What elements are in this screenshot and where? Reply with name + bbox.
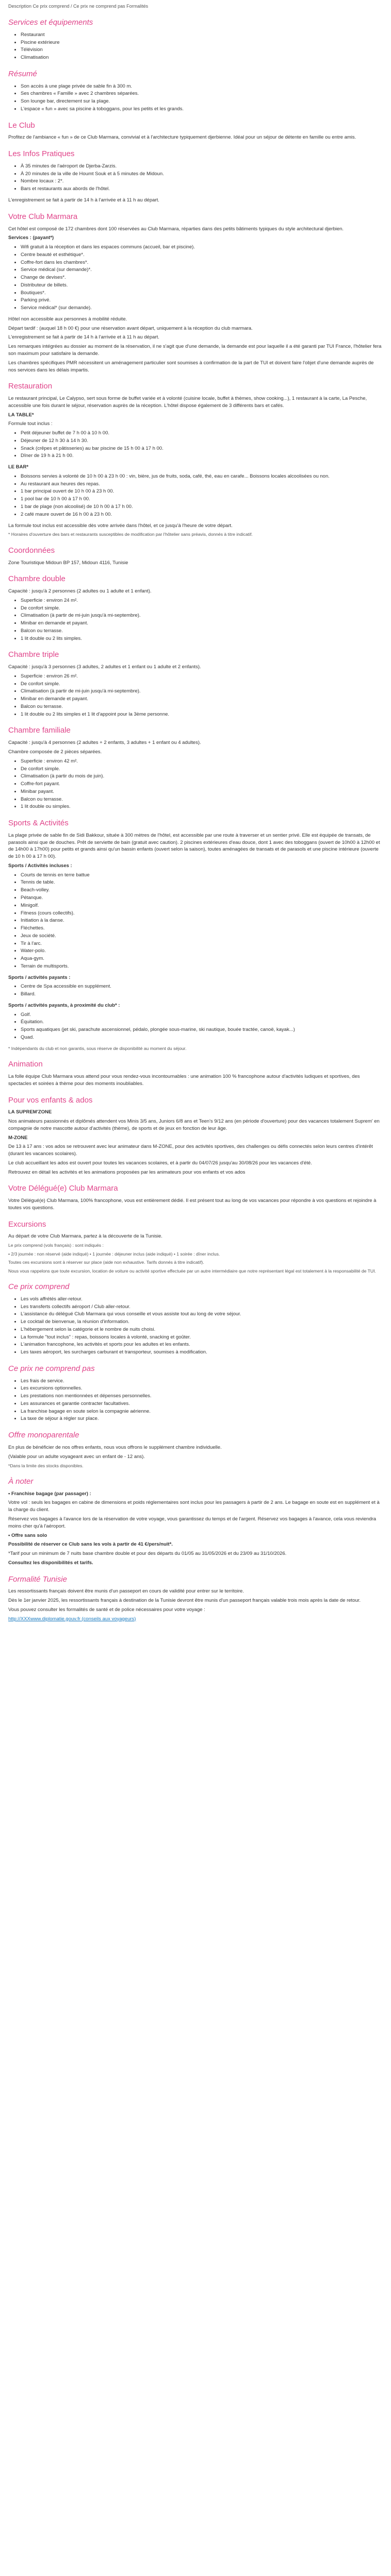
list-item: • La franchise bagage en soute selon la compagnie aérienne. <box>21 1408 383 1415</box>
list-item: • Télévision <box>21 46 383 54</box>
votreclub-intro: Cet hôtel est composé de 172 chambres dont 100 réservées au Club Marmara, réparties dans des petits bâtiments typiques du style architectural djerbien. <box>8 226 344 232</box>
list-item: • Les taxes aéroport, les surcharges carburant et transporteur, soumises à modification. <box>21 1349 383 1356</box>
offre-title: Offre monoparentale <box>8 1431 79 1440</box>
list-item: • 1 lit double ou 2 lits simples et 1 lit d'appoint pour la 3ème personne. <box>21 711 383 718</box>
votreclub-title: Votre Club Marmara <box>8 212 78 221</box>
chambre-double-capacity: Capacité : jusqu'à 2 personnes (2 adultes ou 1 adulte et 1 enfant). <box>8 588 152 595</box>
restauration-footnote: * Horaires d'ouverture des bars et restaurants susceptibles de modification par l'hôtelier sans préavis, donnés à titre indicatif. <box>8 532 253 537</box>
resume-title: Résumé <box>8 69 37 78</box>
list-item: • L'assistance du délégué Club Marmara qui vous conseille et vous assiste tout au long de votre séjour. <box>21 1311 383 1318</box>
restauration-bar-title: LE BAR* <box>8 464 29 470</box>
list-item: • De confort simple. <box>21 605 383 612</box>
prix-comprend-title: Ce prix comprend <box>8 1282 70 1291</box>
list-item: • Superficie : environ 42 m². <box>21 758 383 765</box>
formalite-text1: Les ressortissants français doivent être munis d'un passeport en cours de validité pour entrer sur le territoire. <box>8 1588 244 1595</box>
list-item: • Les vols affrétés aller-retour. <box>21 1296 383 1303</box>
restauration-title: Restauration <box>8 382 53 391</box>
list-item: • Minibar en demande et payant. <box>21 620 383 627</box>
list-item: • Tennis de table. <box>21 879 383 886</box>
formalite-text3: Vous pouvez consulter les formalités de santé et de police nécessaires pour votre voyage : <box>8 1606 205 1613</box>
offre-text: En plus de bénéficier de nos offres enfants, nous vous offrons le supplément chambre individuelle. <box>8 1444 222 1450</box>
list-item: • Restaurant <box>21 31 383 39</box>
list-item: • De confort simple. <box>21 681 383 688</box>
list-item: • Les excursions optionnelles. <box>21 1385 383 1392</box>
list-item: • Initiation à la danse. <box>21 917 383 924</box>
list-item: • Billard. <box>21 991 383 998</box>
anoter-title: À noter <box>8 1477 34 1486</box>
sports-footnote: * Indépendants du club et non garantis, sous réserve de disponibilité au moment du séjour. <box>8 1045 187 1051</box>
list-item: • Minibar payant. <box>21 788 383 795</box>
votreclub-depart: Départ tardif : (auquel 18 h 00 €) pour une réservation avant départ, uniquement à la réception du club marmara. <box>8 325 253 331</box>
sports-intro: La plage privée de sable fin de Sidi Bakkour, située à 300 mètres de l'hôtel, est accessible par une route à traverser et un sentier privé. Elle est équipée de transats, de parasols ainsi que de douches. Prêt de serviette de bain (gratuit avec caution). 2 piscines extérieures d'eau douce, dont 1 avec des toboggans (ouvert de 10h00 à 12h00 et de 14h00 à 17h00) pour petits et grands ainsi qu'un bassin enfants (ouvert selon la saison), toutes aménagées de transats et de parasols et une piscine intérieure (ouverte de 10 h 00 à 17 h 00). <box>8 832 380 860</box>
animation-text: La folle équipe Club Marmara vous attend pour vous rendez-vous incontournables : une animation 100 % francophone autour d'activités ludiques et sportives, des spectacles et soirées à thème pour des moments inoubliables. <box>8 1073 360 1087</box>
excursions-items: • 2/3 journée : non réservé (aide indiqué) • 1 journée : déjeuner inclus (aide indiqué) • 1 soirée : dîner inclus. <box>8 1251 220 1257</box>
chambre-triple-capacity: Capacité : jusqu'à 3 personnes (3 adultes, 2 adultes et 1 enfant ou 1 adulte et 2 enfants). <box>8 664 201 670</box>
restauration-intro: Le restaurant principal, Le Calypso, sert sous forme de buffet variée et à volonté (cuisine locale, buffet à thèmes, show cooking...), 1 restaurant à la carte, La Pesche, accessible une fois durant le séjour, réservation auprès de la réception. L'hôtel dispose également de 3 différents bars et cafés. <box>8 396 367 409</box>
list-item: • Sports aquatiques (jet ski, parachute ascensionnel, pédalo, plongée sous-marine, ski nautique, bouée tractée, canoë, kayak...) <box>21 1026 383 1033</box>
sports-title: Sports & Activités <box>8 819 69 828</box>
enfants-sub2: M-ZONE <box>8 1134 28 1141</box>
list-item: • Distributeur de billets. <box>21 282 383 289</box>
leclub-text: Profitez de l'ambiance « fun » de ce Club Marmara, convivial et à l'architecture typiquement djerbienne. Idéal pour un séjour de détente en famille ou entre amis. <box>8 134 356 141</box>
offre-text2: (Valable pour un adulte voyageant avec un enfant de - 12 ans). <box>8 1453 145 1460</box>
list-item: • Les prestations non mentionnées et dépenses personnelles. <box>21 1393 383 1400</box>
list-item: • Fléchettes. <box>21 925 383 932</box>
list-item: • Climatisation <box>21 54 383 61</box>
votreclub-taxes: Les remarques intégrées au dossier au moment de la réservation, il ne s'agit que d'une demande, la demande est pour laquelle il a été garanti par TUI France, l'hôtelier fera son maximum pour satisfaire la demande. <box>8 344 382 357</box>
list-item: • Climatisation (à partir de mi-juin jusqu'à mi-septembre). <box>21 612 383 619</box>
resume-list <box>8 83 383 113</box>
votreclub-services-title: Services : (payant*) <box>8 235 54 241</box>
list-item: • Ses chambres « Famille » avec 2 chambres séparées. <box>21 90 383 97</box>
list-item: • Nombre locaux : 2*. <box>21 178 383 185</box>
chambre-triple-list <box>8 673 383 718</box>
enfants-text3: Le club accueillant les ados est ouvert pour toutes les vacances scolaires, et à partir du 04/07/26 jusqu'au 30/08/26 pour les vacances d'été. <box>8 1160 312 1166</box>
list-item: • Service médical (sur demande)*. <box>21 266 383 274</box>
leclub-title: Le Club <box>8 121 35 130</box>
list-item: • De confort simple. <box>21 766 383 773</box>
excursions-note: Le prix comprend (vols français) : sont indiqués : <box>8 1243 104 1248</box>
restauration-table-list <box>8 430 383 460</box>
list-item: • 1 bar de plage (non alcoolisé) de 10 h 00 à 17 h 00. <box>21 503 383 511</box>
list-item: • Aqua-gym. <box>21 955 383 962</box>
section-nav[interactable]: Description Ce prix comprend / Ce prix ne comprend pas Formalités <box>8 4 149 9</box>
enfants-text4: Retrouvez en détail les activités et les animations proposées par les animateurs pour vos enfants et vos ados <box>8 1169 246 1175</box>
list-item: • Bars et restaurants aux abords de l'hôtel. <box>21 185 383 193</box>
list-item: • Quad. <box>21 1034 383 1041</box>
list-item: • Jeux de société. <box>21 933 383 940</box>
chambre-familiale-capacity: Capacité : jusqu'à 4 personnes (2 adultes + 2 enfants, 3 adultes + 1 enfant ou 4 adultes). <box>8 740 201 746</box>
list-item: • Fitness (cours collectifs). <box>21 910 383 917</box>
list-item: • Balcon ou terrasse. <box>21 703 383 710</box>
restauration-table-title: LA TABLE* <box>8 412 34 418</box>
list-item: • Minibar en demande et payant. <box>21 696 383 703</box>
list-item: • Change de devises*. <box>21 274 383 281</box>
list-item: • Au restaurant aux heures des repas. <box>21 481 383 488</box>
excursions-title: Excursions <box>8 1219 46 1229</box>
anoter-offre-text: Possibilité de réserver ce Club sans les vols à partir de 41 €/pers/nuit*. <box>8 1541 173 1548</box>
prix-ne-comprend-title: Ce prix ne comprend pas <box>8 1364 95 1373</box>
delegue-text: Votre Délégué(e) Club Marmara, 100% francophone, vous est entièrement dédié. Il est présent tout au long de vos vacances pour répondre à vos questions et rejoindre à toutes vos questions. <box>8 1198 377 1211</box>
list-item: • À 35 minutes de l'aéroport de Djerba-Zarzis. <box>21 163 383 170</box>
list-item: • Minigolf. <box>21 902 383 909</box>
list-item: • Balcon ou terrasse. <box>21 796 383 803</box>
anoter-bagage-text: Votre vol : seuls les bagages en cabine de dimensions et poids réglementaires sont inclus pour les passagers à partir de 2 ans. Le bagage en soute est en supplément et à la charge du client. <box>8 1500 380 1513</box>
list-item: • Dîner de 19 h à 21 h 00. <box>21 452 383 460</box>
restauration-formula: Formule tout inclus : <box>8 421 53 427</box>
formalite-text2: Dès le 1er janvier 2025, les ressortissants français à destination de la Tunisie devront être munis d'un passeport français valable trois mois après la date de retour. <box>8 1598 361 1604</box>
coordonnees-text: Zone Touristique Midoun BP 157, Midoun 4116, Tunisie <box>8 560 128 566</box>
restauration-bar-list <box>8 473 383 518</box>
prix-ne-comprend-list <box>8 1378 383 1423</box>
list-item: • Déjeuner de 12 h 30 à 14 h 30. <box>21 437 383 445</box>
excursions-note2: Toutes ces excursions sont à réserver sur place (aide non exhaustive. Tarifs donnés à titre indicatif). <box>8 1260 204 1265</box>
infos-list <box>8 163 383 193</box>
list-item: • Tir à l'arc. <box>21 940 383 947</box>
list-item: • Beach-volley. <box>21 887 383 894</box>
services-list <box>8 31 383 61</box>
chambre-familiale-title: Chambre familiale <box>8 726 71 735</box>
list-item: • Balcon ou terrasse. <box>21 628 383 635</box>
sports-free-list <box>8 872 383 970</box>
list-item: • 1 bar principal ouvert de 10 h 00 à 23 h 00. <box>21 488 383 495</box>
list-item: • Les transferts collectifs aéroport / Club aller-retour. <box>21 1303 383 1311</box>
chambre-familiale-list <box>8 758 383 810</box>
enfants-text1: Nos animateurs passionnés et diplômés attendent vos Minis 3/5 ans, Juniors 6/8 ans et Teen's 9/12 ans (en période d'ouverture) pour des vacances totalement Suprem' en compagnie de notre mascotte autour d'activités (thème), de sports et de jeux en fonction de leur âge. <box>8 1118 380 1131</box>
chambre-familiale-extra: Chambre composée de 2 pièces séparées. <box>8 749 102 755</box>
sports-near-title: Sports / activités payants, à proximité du club* : <box>8 1002 120 1008</box>
list-item: • 1 lit double ou simples. <box>21 803 383 810</box>
list-item: • L'hébergement selon la catégorie et le nombre de nuits choisi. <box>21 1326 383 1333</box>
delegue-title: Votre Délégué(e) Club Marmara <box>8 1184 118 1193</box>
votreclub-specifics: Les chambres spécifiques PMR nécessitent un aménagement particulier sont soumises à confirmation de la part de TUI et doivent faire l'objet d'une demande auprès de nos services dans les délais impartis. <box>8 360 374 373</box>
votreclub-services-list <box>8 244 383 312</box>
list-item: • Superficie : environ 24 m². <box>21 597 383 604</box>
list-item: • Les assurances et garantie contracter facultatives. <box>21 1400 383 1408</box>
list-item: • L'espace « fun » avec sa piscine à toboggans, pour les petits et les grands. <box>21 106 383 113</box>
list-item: • Boissons servies à volonté de 10 h 00 à 23 h 00 : vin, bière, jus de fruits, soda, café, thé, eau en carafe... Boissons locales alcoolisées ou non. <box>21 473 383 480</box>
list-item: • Pétanque. <box>21 894 383 902</box>
list-item: • Courts de tennis en terre battue <box>21 872 383 879</box>
anoter-offre-title: • Offre sans solo <box>8 1532 47 1538</box>
list-item: • Coffre-fort payant. <box>21 781 383 788</box>
list-item: • Équitation. <box>21 1019 383 1026</box>
list-item: • Service médical* (sur demande). <box>21 304 383 312</box>
list-item: • Superficie : environ 26 m². <box>21 673 383 680</box>
list-item: • Piscine extérieure <box>21 39 383 46</box>
list-item: • Parking privé. <box>21 297 383 304</box>
list-item: • Petit déjeuner buffet de 7 h 00 à 10 h 00. <box>21 430 383 437</box>
services-title: Services et équipements <box>8 18 93 27</box>
chambre-triple-title: Chambre triple <box>8 650 59 659</box>
list-item: • Son lounge bar, directement sur la plage. <box>21 98 383 105</box>
list-item: • Climatisation (à partir du mois de juin). <box>21 773 383 780</box>
list-item: • Golf. <box>21 1011 383 1019</box>
formalite-link[interactable]: http://XXXwww.diplomatie.gouv.fr (conseils aux voyageurs) <box>8 1616 136 1622</box>
anoter-consult-link[interactable]: Consultez les disponibilités et tarifs. <box>8 1560 93 1566</box>
chambre-double-title: Chambre double <box>8 574 66 584</box>
list-item: • La formule "tout inclus" : repas, boissons locales à volonté, snacking et goûter. <box>21 1334 383 1341</box>
animation-title: Animation <box>8 1060 43 1069</box>
anoter-bagage-title: • Franchise bagage (par passager) : <box>8 1490 91 1497</box>
list-item: • Coffre-fort dans les chambres*. <box>21 259 383 266</box>
list-item: • Water-polo. <box>21 947 383 955</box>
list-item: • Le cocktail de bienvenue, la réunion d'information. <box>21 1318 383 1326</box>
list-item: • Snack (crêpes et pâtisseries) au bar piscine de 15 h 00 à 17 h 00. <box>21 445 383 452</box>
sports-paid-title: Sports / activités payants : <box>8 974 71 980</box>
list-item: • Wifi gratuit à la réception et dans les espaces communs (accueil, bar et piscine). <box>21 244 383 251</box>
list-item: • 2 café maure ouvert de 16 h 00 à 23 h 00. <box>21 511 383 518</box>
infos-note: L'enregistrement se fait à partir de 14 h à l'arrivée et à 11 h au départ. <box>8 197 159 203</box>
list-item: • Son accès à une plage privée de sable fin à 300 m. <box>21 83 383 90</box>
list-item: • Centre de Spa accessible en supplément. <box>21 983 383 990</box>
list-item: • Climatisation (à partir de mi-juin jusqu'à mi-septembre). <box>21 688 383 695</box>
enfants-sub1: LA SUPREM'ZONE <box>8 1109 52 1115</box>
chambre-double-list <box>8 597 383 642</box>
list-item: • À 20 minutes de la ville de Houmt Souk et à 5 minutes de Midoun. <box>21 171 383 178</box>
list-item: • 1 lit double ou 2 lits simples. <box>21 635 383 642</box>
list-item: • La taxe de séjour à régler sur place. <box>21 1415 383 1422</box>
formalite-title: Formalité Tunisie <box>8 1574 67 1584</box>
sports-free-title: Sports / Activités incluses : <box>8 862 72 869</box>
list-item: • L'animation francophone, les activités et sports pour les adultes et les enfants. <box>21 1341 383 1348</box>
excursions-text: Au départ de votre Club Marmara, partez à la découverte de la Tunisie. <box>8 1233 162 1240</box>
restauration-note: La formule tout inclus est accessible dès votre arrivée dans l'hôtel, et ce jusqu'à l'heure de votre départ. <box>8 522 233 529</box>
offre-note: *Dans la limite des stocks disponibles. <box>8 1463 84 1468</box>
enfants-title: Pour vos enfants & ados <box>8 1095 93 1105</box>
list-item: • 1 pool bar de 10 h 00 à 17 h 00. <box>21 496 383 503</box>
enfants-text2: De 13 à 17 ans : vos ados se retrouvent avec leur animateur dans M-ZONE, pour des activités sportives, des challenges ou défis connectés selon leurs centres d'intérêt (durant les vacances scolaires). <box>8 1144 373 1157</box>
list-item: • Terrain de multisports. <box>21 963 383 970</box>
sports-paid-list <box>8 983 383 998</box>
infos-title: Les Infos Pratiques <box>8 149 75 159</box>
votreclub-hotel-note: Hôtel non accessible aux personnes à mobilité réduite. <box>8 316 127 322</box>
votreclub-arrivee: L'enregistrement se fait à partir de 14 h à l'arrivée et à 11 h au départ. <box>8 334 159 341</box>
coordonnees-title: Coordonnées <box>8 546 55 555</box>
list-item: • Centre beauté et esthétique*. <box>21 251 383 259</box>
excursions-note3: Nous vous rappelons que toute excursion, location de voiture ou activité sportive effectuée par un autre intermédiaire que notre représentant légal est totalement à la responsabilité de TUI. <box>8 1268 376 1274</box>
prix-comprend-list <box>8 1296 383 1356</box>
list-item: • Boutiques*. <box>21 290 383 297</box>
list-item: • Les frais de service. <box>21 1378 383 1385</box>
anoter-bagage-text2: Réservez vos bagages à l'avance lors de la réservation de votre voyage, vous garantissez du temps et de l'argent. Réservez vos bagages à l'avance, cela vous reviendra moins cher qu'à l'aéroport. <box>8 1516 377 1529</box>
anoter-offre-text2: *Tarif pour un minimum de 7 nuits base chambre double et pour des départs du 01/05 au 31/05/2026 et du 23/09 au 31/10/2026. <box>8 1551 287 1557</box>
sports-near-list <box>8 1011 383 1041</box>
